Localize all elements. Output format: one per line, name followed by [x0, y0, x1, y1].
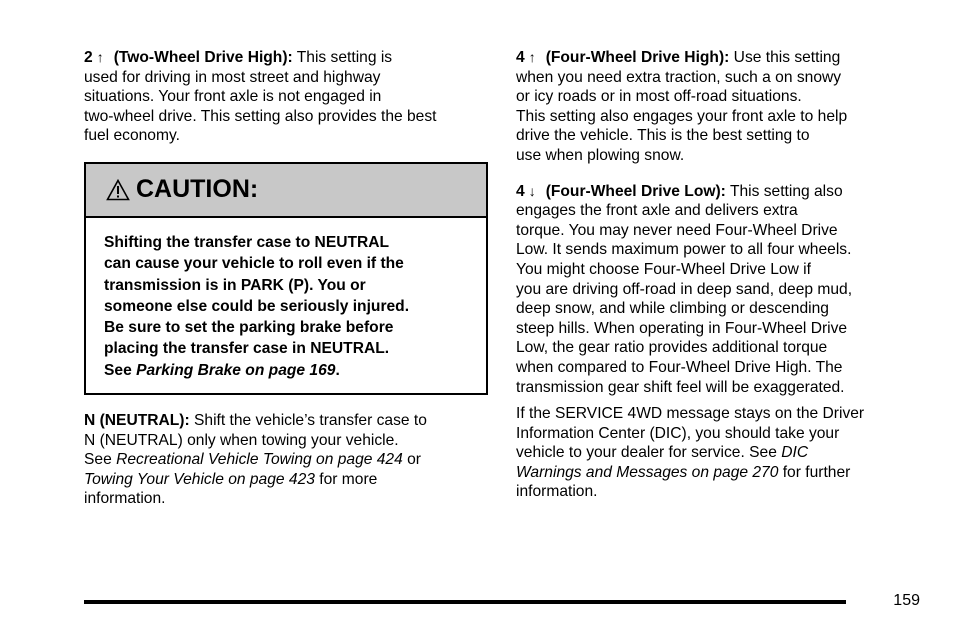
caution-line: Be sure to set the parking brake before: [104, 319, 394, 337]
caution-header: [86, 164, 486, 218]
four-wheel-drive-high-paragraph: [516, 48, 920, 166]
line: You might choose Four-Wheel Drive Low if: [516, 260, 811, 278]
line: when you need extra traction, such a on snowy: [516, 68, 842, 86]
caution-line: transmission is in PARK (P). You or: [104, 276, 366, 294]
arrow-down-icon: ↓: [528, 182, 536, 199]
four-wheel-drive-low-paragraph: [516, 182, 920, 398]
setting-number: 4: [516, 182, 525, 200]
two-wheel-drive-high-paragraph: [84, 48, 488, 146]
line: information.: [84, 490, 166, 508]
caution-line: someone else could be seriously injured.: [104, 297, 410, 315]
see-prefix: See: [84, 451, 117, 469]
line: drive the vehicle. This is the best setting to: [516, 127, 810, 145]
line: for more: [314, 470, 378, 488]
setting-label: (Two-Wheel Drive High):: [113, 49, 293, 66]
footer-rule: [84, 600, 846, 604]
line: for further: [778, 463, 851, 481]
line: vehicle to your dealer for service. See: [516, 444, 782, 462]
towing-vehicle-link[interactable]: Towing Your Vehicle on page 423: [84, 470, 315, 488]
setting-number: 2: [84, 49, 93, 66]
or-text: or: [402, 451, 421, 469]
caution-line: Shifting the transfer case to NEUTRAL: [104, 233, 390, 251]
arrow-up-icon: ↑: [528, 49, 536, 65]
line: information.: [516, 483, 598, 501]
caution-text: [86, 218, 486, 393]
dic-link-start[interactable]: DIC: [781, 444, 809, 462]
line: Shift the vehicle’s transfer case to: [189, 412, 427, 430]
dic-warnings-link[interactable]: Warnings and Messages on page 270: [516, 463, 779, 481]
line: If the SERVICE 4WD message stays on the Driver: [516, 405, 865, 423]
line: or icy roads or in most off-road situations.: [516, 88, 802, 106]
setting-label: N (NEUTRAL):: [84, 412, 190, 430]
line: steep hills. When operating in Four-Wheel Drive: [516, 319, 848, 337]
line: N (NEUTRAL) only when towing your vehicle.: [84, 431, 399, 449]
line: This setting also engages your front axle to help: [516, 107, 848, 125]
caution-box: [84, 162, 488, 395]
line: deep snow, and while climbing or descending: [516, 300, 829, 318]
see-suffix: .: [335, 361, 340, 379]
line: when compared to Four-Wheel Drive High. The: [516, 358, 843, 376]
setting-label: (Four-Wheel Drive High):: [545, 49, 730, 66]
neutral-paragraph: [84, 411, 488, 509]
see-prefix: See: [104, 361, 137, 379]
right-column: [516, 48, 920, 515]
arrow-up-icon: ↑: [96, 49, 104, 65]
line: This setting also: [725, 182, 843, 200]
setting-number: 4: [516, 49, 525, 66]
line: engages the front axle and delivers extra: [516, 202, 798, 220]
line: used for driving in most street and highway: [84, 68, 381, 86]
line: Low. It sends maximum power to all four wheels.: [516, 241, 852, 259]
setting-label: (Four-Wheel Drive Low):: [545, 182, 726, 200]
line: torque. You may never need Four-Wheel Drive: [516, 221, 838, 239]
rv-towing-link[interactable]: Recreational Vehicle Towing on page 424: [116, 451, 403, 469]
page-number: 159: [893, 592, 920, 609]
caution-line: can cause your vehicle to roll even if the: [104, 255, 404, 273]
line: Low, the gear ratio provides additional torque: [516, 339, 828, 357]
line: Use this setting: [729, 49, 841, 66]
line: transmission gear shift feel will be exaggerated.: [516, 378, 845, 396]
line: situations. Your front axle is not engaged in: [84, 88, 382, 106]
left-column: [84, 48, 488, 522]
caution-title: CAUTION:: [136, 175, 259, 204]
line: Information Center (DIC), you should take your: [516, 424, 840, 442]
parking-brake-link[interactable]: Parking Brake on page 169: [136, 361, 336, 379]
line: This setting is: [292, 49, 393, 66]
line: two-wheel drive. This setting also provides the best: [84, 107, 437, 125]
warning-triangle-icon: [106, 179, 130, 201]
caution-line: placing the transfer case in NEUTRAL.: [104, 340, 390, 358]
service-4wd-paragraph: [516, 404, 920, 502]
line: use when plowing snow.: [516, 146, 685, 164]
line: fuel economy.: [84, 127, 180, 145]
line: you are driving off-road in deep sand, deep mud,: [516, 280, 853, 298]
